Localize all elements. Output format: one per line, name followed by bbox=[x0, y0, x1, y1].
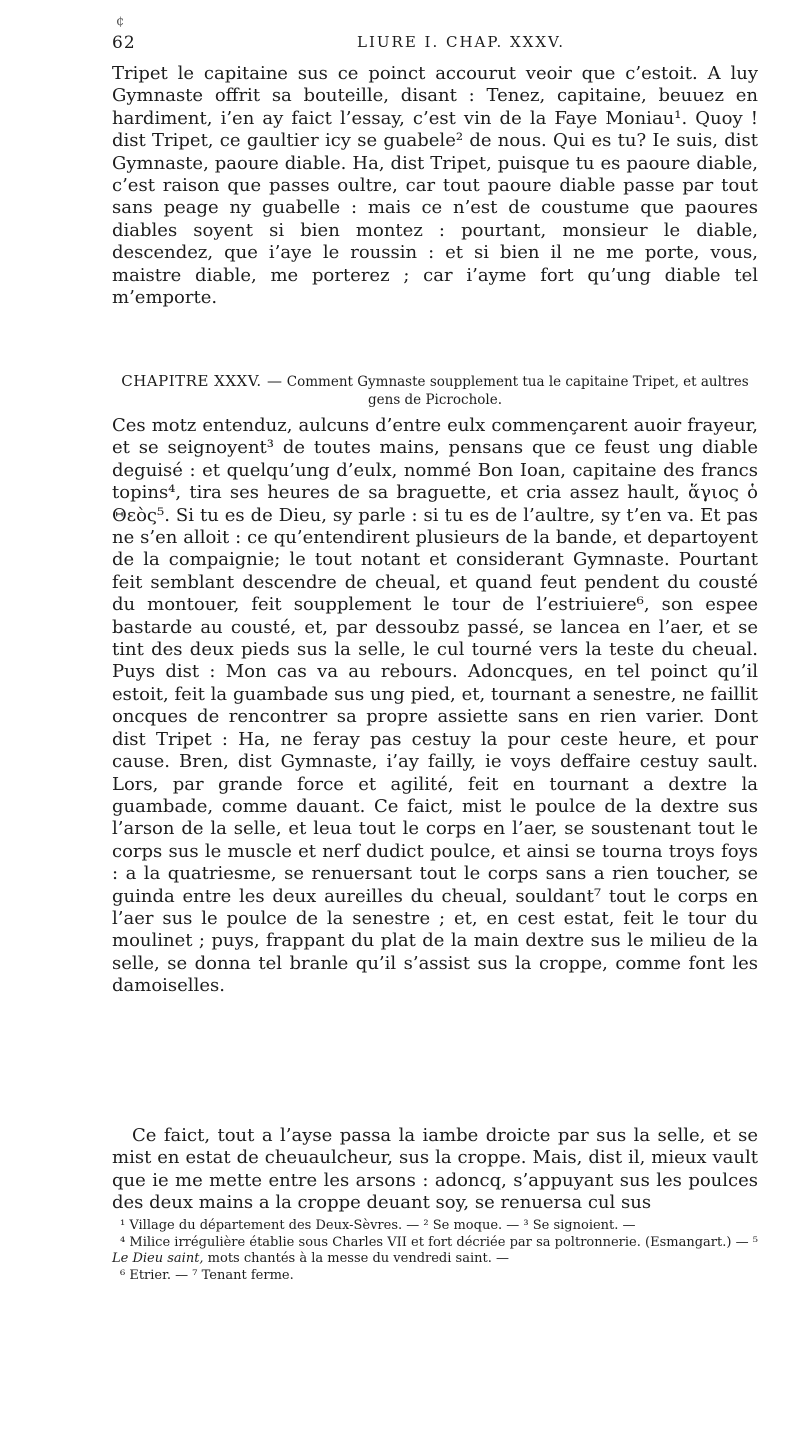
running-head bbox=[112, 33, 758, 55]
paragraph-2: Ces motz entenduz, aulcuns d’entre eulx commençarent auoir frayeur, et se seignoyent³ de toutes mains, pensans que ce feust ung diable deguisé : et quelqu’ung d’eulx, nommé Bon Ioan, capitaine des francs topins⁴, tira ses heures de sa braguette, et cria assez hault, ἅγιος ὁ Θεὸς⁵. Si tu es de Dieu, sy parle : si tu es de l’aultre, sy t’en va. Et pas ne s’en alloit : ce qu’entendirent plusieurs de la bande, et departoyent de la compaignie; le tout notant et considerant Gymnaste. Pourtant feit semblant descendre de cheual, et quand feut pendent du cousté du montouer, feit soupplement le tour de l’estriuiere⁶, son espee bastarde au cousté, et, par dessoubz passé, se lancea en l’aer, et se tint des deux pieds sus la selle, le cul tourné vers la teste du cheual. Puys dist : Mon cas va au rebours. Adoncques, en tel poinct qu’il estoit, feit la guambade sus ung pied, et, tournant a senestre, ne faillit oncques de rencontrer sa propre assiette sans en rien varier. Dont dist Tripet : Ha, ne feray pas cestuy la pour ceste heure, et pour cause. Bren, dist Gymnaste, i’ay failly, ie voys deffaire cestuy sault. Lors, par grande force et agilité, feit en tournant a dextre la guambade, comme dauant. Ce faict, mist le poulce de la dextre sus l’arson de la selle, et leua tout le corps en l’aer, se soustenant tout le corps sus le muscle et nerf dudict poulce, et ainsi se tourna troys foys : a la quatriesme, se renuersant tout le corps sans a rien toucher, se guinda entre les deux aureilles du cheual, souldant⁷ tout le corps en l’aer sus le poulce de la senestre ; et, en cest estat, feit le tour du moulinet ; puys, frappant du plat de la main dextre sus le milieu de la selle, se donna tel branle qu’il s’assist sus la croppe, comme font les damoiselles. bbox=[112, 415, 758, 997]
paragraph-1: Tripet le capitaine sus ce poinct accourut veoir que c’estoit. A luy Gymnaste offrit sa bouteille, disant : Tenez, capitaine, beuuez en hardiment, i’en ay faict l’essay, c’est vin de la Faye Moniau¹. Quoy ! dist Tripet, ce gaultier icy se guabele² de nous. Qui es tu? Ie suis, dist Gymnaste, paoure diable. Ha, dist Tripet, puisque tu es paoure diable, c’est raison que passes oultre, car tout paoure diable passe par tout sans peage ny guabelle : mais ce n’est de coustume que paoures diables soyent si bien montez : pourtant, monsieur le diable, descendez, que i’aye le roussin : et si bien il ne me porte, vous, maistre diable, me porterez ; car i’ayme fort qu’ung diable tel m’emporte. bbox=[112, 63, 758, 309]
page-number: 62 bbox=[112, 33, 136, 53]
paragraph-3: Ce faict, tout a l’ayse passa la iambe droicte par sus la selle, et se mist en estat de cheuaulcheur, sus la croppe. Mais, dist il, mieux vault que ie me mette entre les arsons : adoncq, s’appuyant sus les poulces des deux mains a la croppe deuant soy, se renuersa cul sus bbox=[112, 1125, 758, 1214]
footnote-line: ¹ Village du département des Deux-Sèvres. — ² Se moque. — ³ Se signoient. — bbox=[120, 1218, 636, 1233]
footnote-line: ⁶ Etrier. — ⁷ Tenant ferme. bbox=[120, 1267, 294, 1283]
footnotes bbox=[112, 1218, 758, 1284]
chapter-title: Comment Gymnaste soupplement tua le capitaine Tripet, et aultres gens de Picrochole. bbox=[286, 374, 749, 408]
top-margin-mark: ¢ bbox=[116, 14, 125, 29]
footnote-line: ⁴ Milice irrégulière établie sous Charles VII et fort décriée par sa poltronnerie. (Esmangart.) — ⁵ Le Dieu saint, mots chantés à la messe du vendredi saint. — bbox=[112, 1234, 758, 1266]
running-title: LIURE I. CHAP. XXXV. bbox=[357, 33, 565, 51]
chapter-label: CHAPITRE XXXV. — bbox=[121, 372, 283, 390]
chapter-heading bbox=[112, 372, 758, 409]
